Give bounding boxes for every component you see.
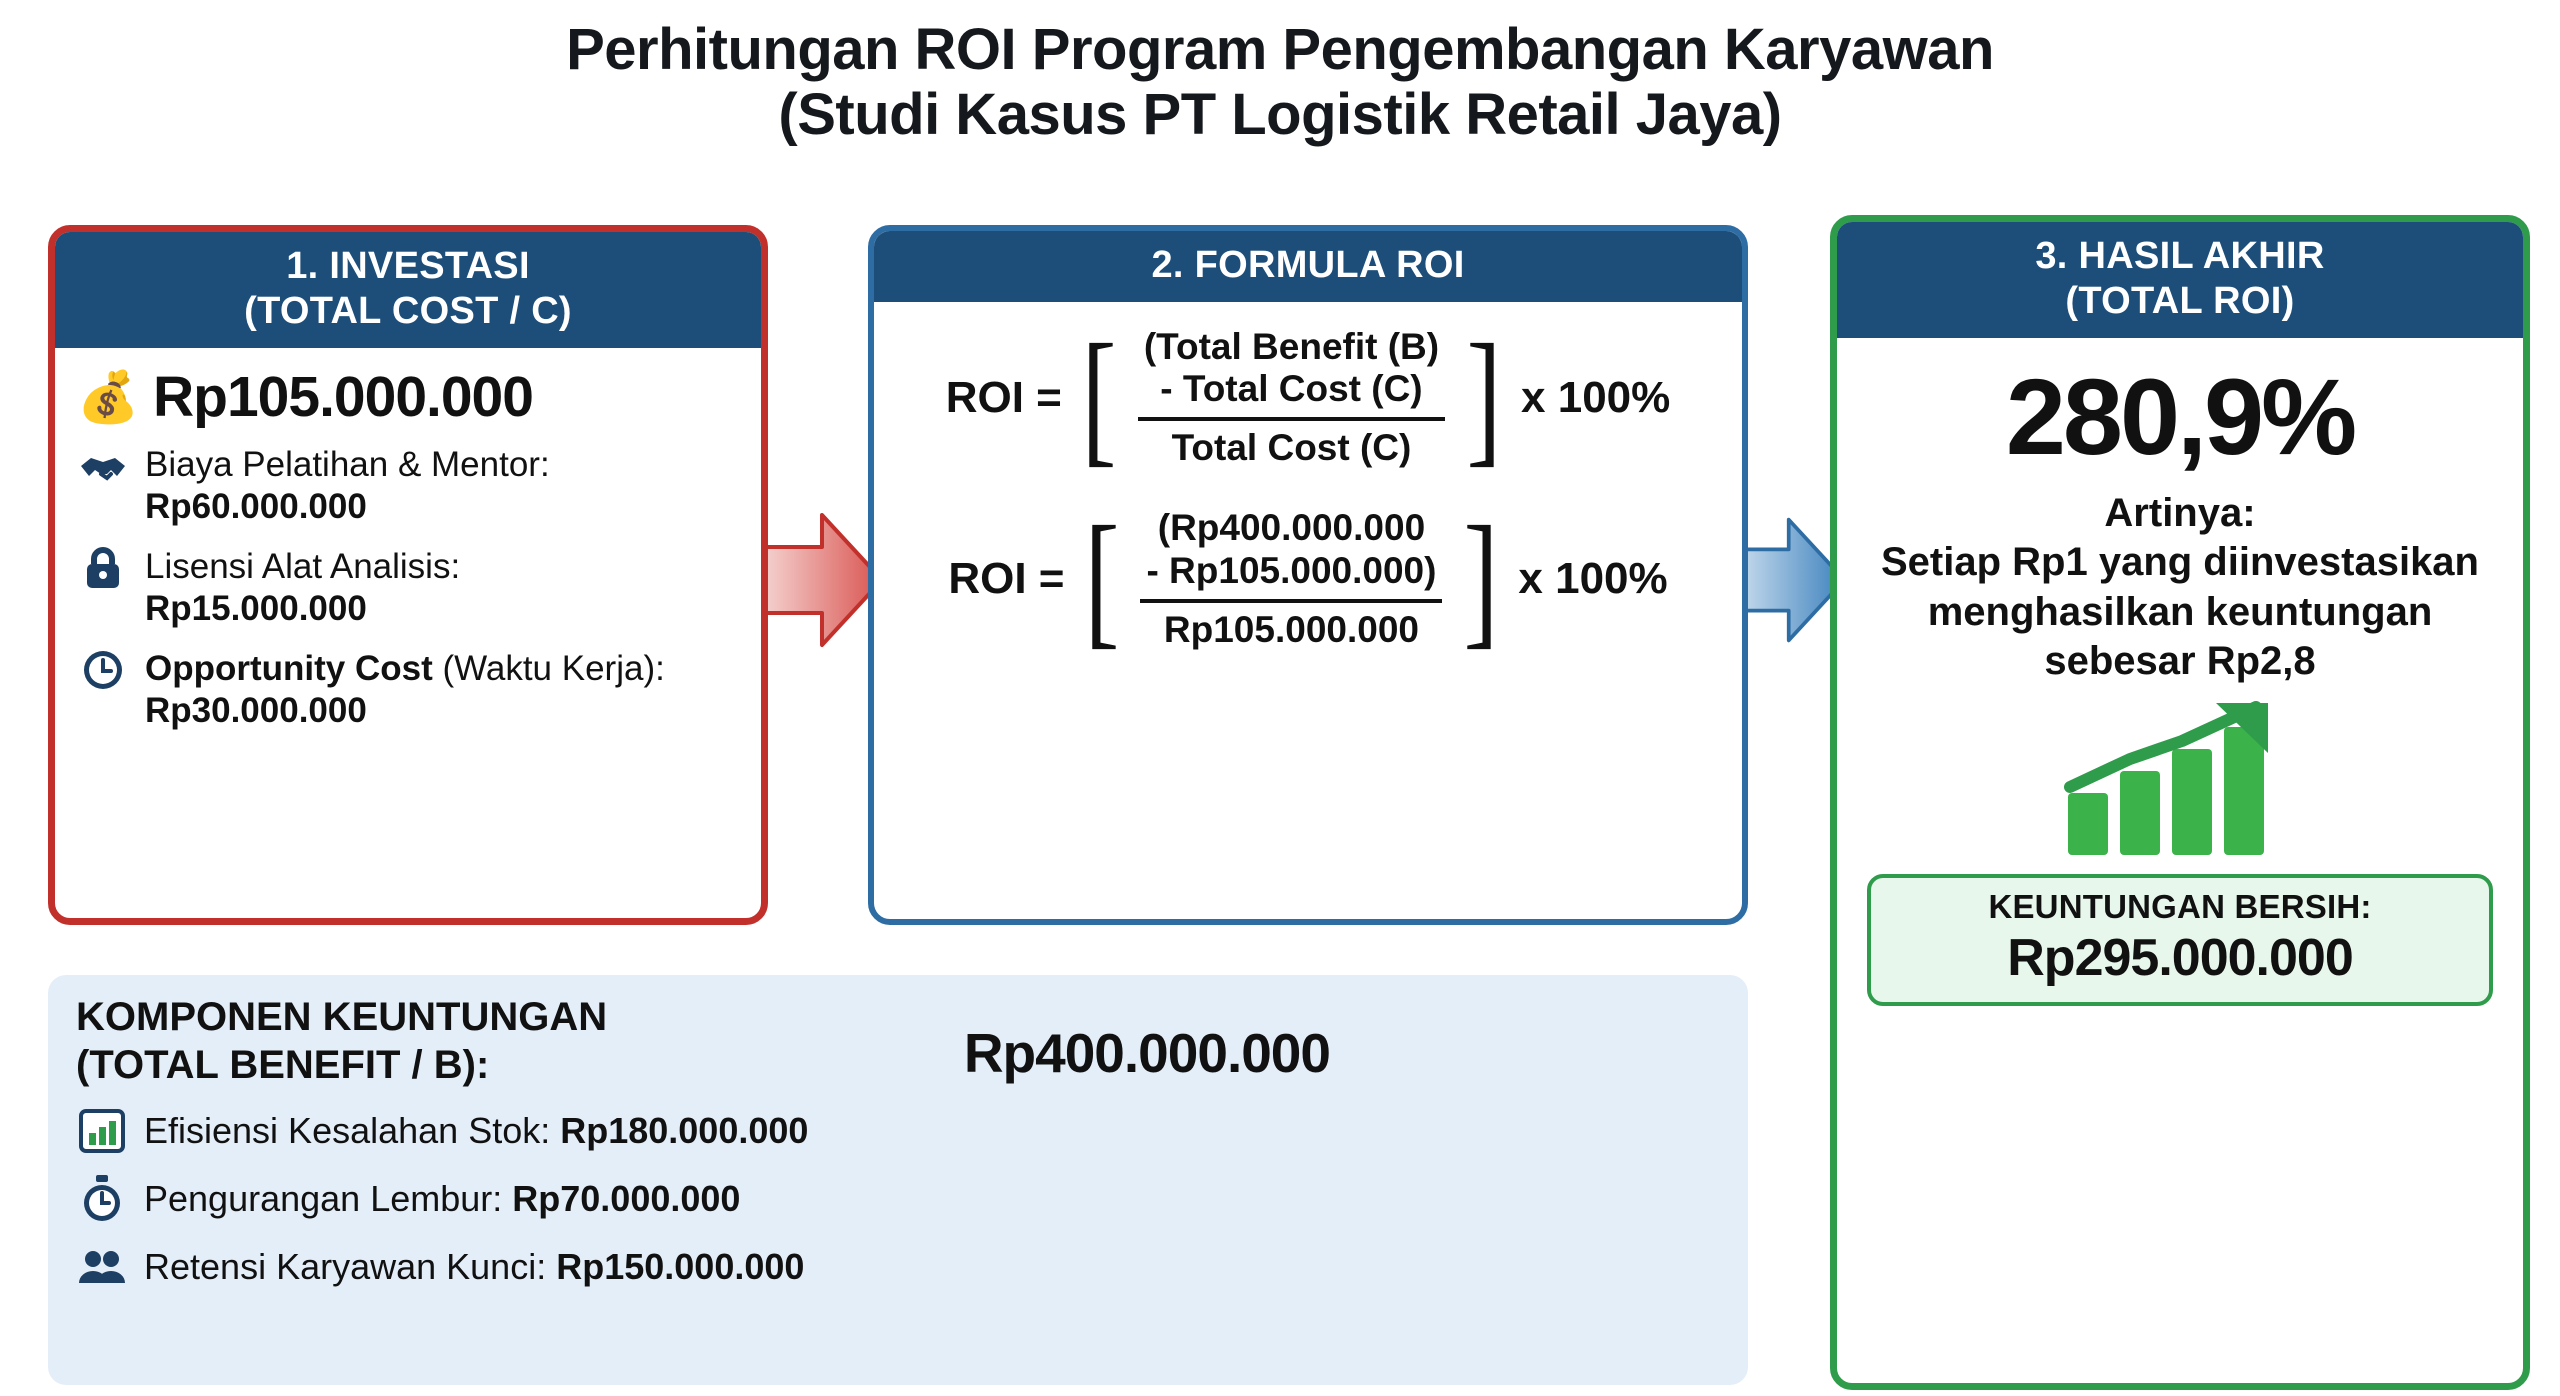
investasi-item-pelatihan-value: Rp60.000.000 <box>145 486 367 526</box>
formula-row-numeric <box>890 495 1726 662</box>
investasi-item-opportunity-cost <box>77 644 739 732</box>
investasi-item-pelatihan <box>77 440 739 528</box>
benefit-item-efisiensi-text <box>144 1110 808 1151</box>
bar-chart-icon <box>76 1105 128 1157</box>
formula-row-general <box>890 314 1726 481</box>
formula-row-general-numerator <box>1138 324 1445 413</box>
investasi-total-amount: Rp105.000.000 <box>153 364 533 429</box>
people-icon <box>76 1241 128 1293</box>
diagram-board <box>0 215 2560 1396</box>
formula-row-numeric-numerator <box>1140 505 1442 594</box>
page-title-line-1: Perhitungan ROI Program Pengembangan Karyawan <box>566 17 1994 82</box>
card-investasi-body <box>55 348 761 756</box>
benefit-item-retensi-value: Rp150.000.000 <box>556 1246 805 1288</box>
benefit-item-retensi-text <box>144 1246 804 1287</box>
benefit-item-lembur <box>76 1173 1720 1225</box>
investasi-item-lisensi <box>77 542 739 630</box>
formula-row-numeric-denominator: Rp105.000.000 <box>1163 608 1419 650</box>
stopwatch-icon <box>76 1173 128 1225</box>
card-investasi <box>48 225 768 925</box>
card-investasi-header <box>55 232 761 348</box>
benefit-item-lembur-label: Pengurangan Lembur: <box>144 1178 513 1220</box>
card-hasil-header <box>1837 222 2523 338</box>
card-hasil-akhir <box>1830 215 2530 1390</box>
arrow-investasi-to-formula <box>748 505 888 655</box>
investasi-item-pelatihan-text <box>145 440 550 528</box>
formula-row-general-label: ROI = <box>945 372 1062 422</box>
card-formula <box>868 225 1748 925</box>
lock-icon <box>77 542 129 594</box>
card-formula-body <box>874 302 1742 663</box>
card-investasi-header-line-2: (TOTAL COST / C) <box>244 289 572 332</box>
investasi-item-lisensi-label: Lisensi Alat Analisis: <box>145 546 461 586</box>
investasi-item-opportunity-cost-value: Rp30.000.000 <box>145 690 367 730</box>
benefit-title-line-1: KOMPONEN KEUNTUNGAN <box>76 995 608 1039</box>
benefit-item-efisiensi-value: Rp180.000.000 <box>560 1110 809 1152</box>
formula-row-general-numerator-line-2: - Total Cost (C) <box>1160 368 1423 410</box>
card-hasil-header-line-1: 3. HASIL AKHIR <box>2035 235 2325 277</box>
bracket-right-icon: ] <box>1466 314 1502 481</box>
money-bag-icon: 💰 <box>77 368 140 425</box>
investasi-item-lisensi-value: Rp15.000.000 <box>145 588 367 628</box>
investasi-item-opportunity-cost-label-rest: (Waktu Kerja): <box>432 648 665 688</box>
benefit-title <box>76 993 607 1089</box>
net-profit-box <box>1867 874 2493 1006</box>
roi-meaning-text: Setiap Rp1 yang diinvestasikan menghasilkan keuntungan sebesar Rp2,8 <box>1881 540 2479 684</box>
formula-row-general-suffix: x 100% <box>1521 372 1671 422</box>
formula-row-numeric-divider <box>1140 599 1442 603</box>
growth-bar-chart-icon <box>2050 701 2310 861</box>
investasi-item-opportunity-cost-label-bold: Opportunity Cost <box>145 648 433 688</box>
formula-row-general-divider <box>1138 417 1445 421</box>
bracket-left-icon: [ <box>1081 314 1117 481</box>
benefit-item-retensi <box>76 1241 1720 1293</box>
page-title-line-2: (Studi Kasus PT Logistik Retail Jaya) <box>778 81 1782 147</box>
investasi-total-row <box>77 364 739 430</box>
clock-icon <box>77 644 129 696</box>
benefit-item-lembur-value: Rp70.000.000 <box>512 1178 741 1220</box>
formula-row-numeric-fraction <box>1138 505 1444 653</box>
net-profit-label: KEUNTUNGAN BERSIH: <box>1988 888 2372 926</box>
card-hasil-body <box>1837 338 2523 1016</box>
panel-komponen-keuntungan <box>48 975 1748 1385</box>
card-hasil-header-line-2: (TOTAL ROI) <box>2065 279 2295 322</box>
benefit-header-row <box>76 993 1720 1089</box>
page-title <box>0 0 2560 148</box>
formula-row-general-fraction <box>1136 324 1447 472</box>
handshake-icon <box>77 440 129 492</box>
formula-row-general-denominator: Total Cost (C) <box>1171 426 1412 468</box>
formula-row-numeric-numerator-line-2: - Rp105.000.000) <box>1146 550 1437 592</box>
formula-row-general-numerator-line-1: (Total Benefit (B) <box>1143 325 1440 367</box>
net-profit-value: Rp295.000.000 <box>2007 929 2353 988</box>
bracket-right-icon-2: ] <box>1463 495 1499 662</box>
benefit-item-lembur-text <box>144 1178 740 1219</box>
benefit-total-amount: Rp400.000.000 <box>963 1022 1330 1084</box>
roi-meaning-label: Artinya: <box>2104 490 2256 535</box>
card-formula-header: 2. FORMULA ROI <box>874 231 1742 302</box>
investasi-item-lisensi-text <box>145 542 460 630</box>
card-investasi-header-line-1: 1. INVESTASI <box>286 245 530 287</box>
benefit-item-retensi-label: Retensi Karyawan Kunci: <box>144 1246 557 1288</box>
formula-row-numeric-suffix: x 100% <box>1518 554 1668 604</box>
bracket-left-icon-2: [ <box>1083 495 1119 662</box>
benefit-item-efisiensi <box>76 1105 1720 1157</box>
benefit-title-line-2: (TOTAL BENEFIT / B): <box>76 1043 490 1087</box>
investasi-item-pelatihan-label: Biaya Pelatihan & Mentor: <box>145 444 550 484</box>
formula-row-numeric-label: ROI = <box>948 554 1065 604</box>
investasi-item-opportunity-cost-text <box>145 644 739 732</box>
formula-row-numeric-numerator-line-1: (Rp400.000.000 <box>1157 507 1426 549</box>
benefit-item-efisiensi-label: Efisiensi Kesalahan Stok: <box>144 1110 561 1152</box>
roi-value: 280,9% <box>2005 355 2355 477</box>
